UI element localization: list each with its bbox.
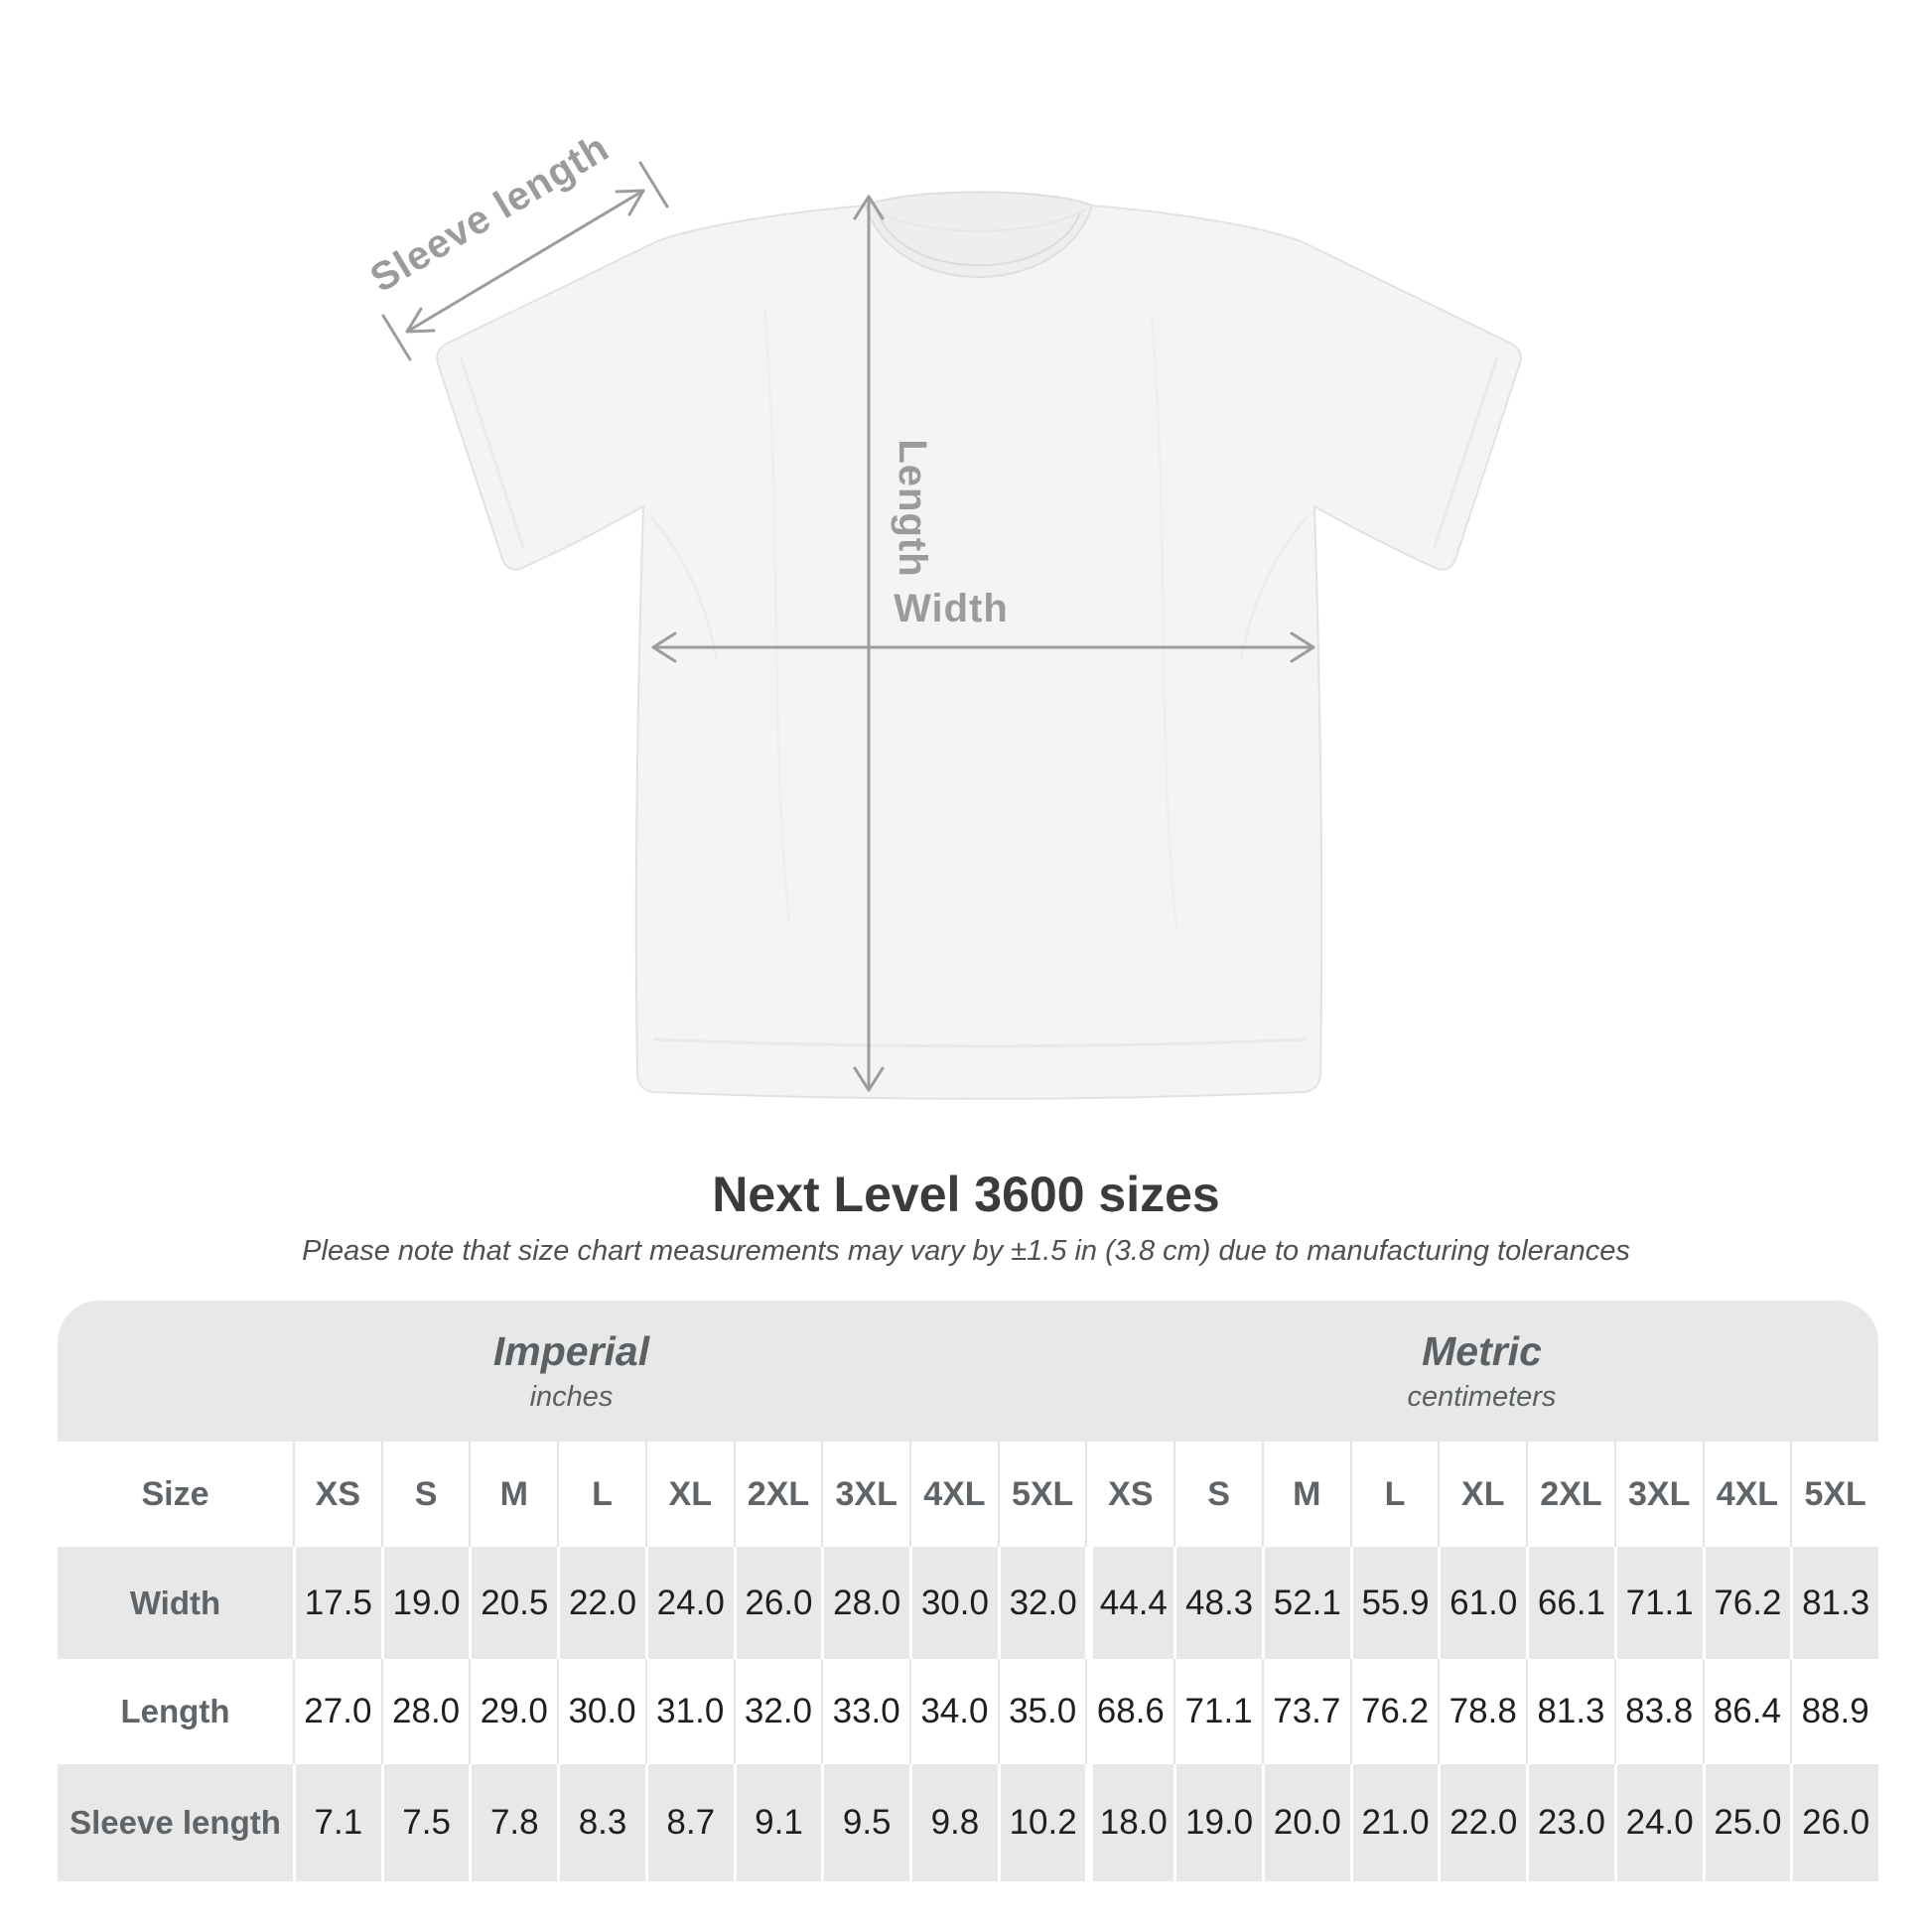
value-cell: 19.0 bbox=[1173, 1764, 1262, 1881]
table-row bbox=[58, 1442, 1878, 1547]
value-cell: 18.0 bbox=[1085, 1764, 1173, 1881]
size-column-header: L bbox=[1350, 1442, 1439, 1547]
table-row bbox=[58, 1547, 1878, 1659]
value-cell: 34.0 bbox=[909, 1659, 998, 1764]
size-column-header: 5XL bbox=[998, 1442, 1086, 1547]
size-table-rows bbox=[58, 1442, 1878, 1881]
value-cell: 30.0 bbox=[557, 1659, 645, 1764]
value-cell: 30.0 bbox=[909, 1547, 998, 1659]
table-row bbox=[58, 1764, 1878, 1881]
value-cell: 24.0 bbox=[1614, 1764, 1703, 1881]
unit-header-imperial bbox=[58, 1301, 1085, 1442]
tshirt-graphic bbox=[437, 193, 1520, 1099]
value-cell: 29.0 bbox=[469, 1659, 557, 1764]
value-cell: 86.4 bbox=[1703, 1659, 1791, 1764]
value-cell: 25.0 bbox=[1703, 1764, 1791, 1881]
size-column-header: 4XL bbox=[909, 1442, 998, 1547]
value-cell: 81.3 bbox=[1526, 1659, 1614, 1764]
value-cell: 35.0 bbox=[998, 1659, 1086, 1764]
value-cell: 22.0 bbox=[557, 1547, 645, 1659]
unit-header-band bbox=[58, 1301, 1878, 1442]
size-column-header: XS bbox=[1085, 1442, 1173, 1547]
size-column-header: M bbox=[1262, 1442, 1350, 1547]
value-cell: 8.3 bbox=[557, 1764, 645, 1881]
value-cell: 76.2 bbox=[1350, 1659, 1439, 1764]
size-column-header: XL bbox=[645, 1442, 734, 1547]
table-row bbox=[58, 1659, 1878, 1764]
value-cell: 26.0 bbox=[1790, 1764, 1878, 1881]
size-column-header: S bbox=[381, 1442, 470, 1547]
row-label: Sleeve length bbox=[69, 1804, 281, 1841]
size-column-header: 2XL bbox=[734, 1442, 822, 1547]
value-cell: 24.0 bbox=[645, 1547, 734, 1659]
size-column-header: S bbox=[1173, 1442, 1262, 1547]
value-cell: 28.0 bbox=[381, 1659, 470, 1764]
value-cell: 52.1 bbox=[1262, 1547, 1350, 1659]
value-cell: 7.8 bbox=[469, 1764, 557, 1881]
page-title: Next Level 3600 sizes bbox=[712, 1167, 1220, 1222]
size-column-header: 3XL bbox=[821, 1442, 909, 1547]
value-cell: 8.7 bbox=[645, 1764, 734, 1881]
width-label: Width bbox=[894, 587, 1009, 630]
row-label: Width bbox=[129, 1584, 221, 1621]
value-cell: 31.0 bbox=[645, 1659, 734, 1764]
value-cell: 17.5 bbox=[293, 1547, 381, 1659]
value-cell: 55.9 bbox=[1350, 1547, 1439, 1659]
value-cell: 9.1 bbox=[734, 1764, 822, 1881]
value-cell: 19.0 bbox=[381, 1547, 470, 1659]
value-cell: 32.0 bbox=[998, 1547, 1086, 1659]
sleeve-length-label: Sleeve length bbox=[362, 125, 617, 302]
value-cell: 21.0 bbox=[1350, 1764, 1439, 1881]
value-cell: 76.2 bbox=[1703, 1547, 1791, 1659]
value-cell: 10.2 bbox=[998, 1764, 1086, 1881]
row-label: Size bbox=[141, 1474, 209, 1513]
value-cell: 20.5 bbox=[469, 1547, 557, 1659]
value-cell: 9.5 bbox=[821, 1764, 909, 1881]
length-label: Length bbox=[891, 439, 934, 578]
size-column-header: L bbox=[557, 1442, 645, 1547]
value-cell: 22.0 bbox=[1438, 1764, 1526, 1881]
value-cell: 78.8 bbox=[1438, 1659, 1526, 1764]
size-column-header: 3XL bbox=[1614, 1442, 1703, 1547]
value-cell: 27.0 bbox=[293, 1659, 381, 1764]
value-cell: 28.0 bbox=[821, 1547, 909, 1659]
value-cell: 48.3 bbox=[1173, 1547, 1262, 1659]
value-cell: 88.9 bbox=[1790, 1659, 1878, 1764]
value-cell: 68.6 bbox=[1085, 1659, 1173, 1764]
value-cell: 20.0 bbox=[1262, 1764, 1350, 1881]
metric-unit: centimeters bbox=[1407, 1381, 1557, 1413]
value-cell: 33.0 bbox=[821, 1659, 909, 1764]
value-cell: 61.0 bbox=[1438, 1547, 1526, 1659]
value-cell: 7.1 bbox=[293, 1764, 381, 1881]
size-column-header: 4XL bbox=[1703, 1442, 1791, 1547]
page-subtitle: Please note that size chart measurements may vary by ±1.5 in (3.8 cm) due to manufacturing tolerances bbox=[302, 1235, 1630, 1267]
value-cell: 71.1 bbox=[1614, 1547, 1703, 1659]
value-cell: 66.1 bbox=[1526, 1547, 1614, 1659]
value-cell: 81.3 bbox=[1790, 1547, 1878, 1659]
size-column-header: M bbox=[469, 1442, 557, 1547]
imperial-unit: inches bbox=[529, 1381, 614, 1413]
size-column-header: 2XL bbox=[1526, 1442, 1614, 1547]
metric-title: Metric bbox=[1422, 1328, 1542, 1374]
value-cell: 7.5 bbox=[381, 1764, 470, 1881]
value-cell: 32.0 bbox=[734, 1659, 822, 1764]
imperial-title: Imperial bbox=[492, 1328, 650, 1374]
value-cell: 9.8 bbox=[909, 1764, 998, 1881]
size-column-header: 5XL bbox=[1790, 1442, 1878, 1547]
size-column-header: XL bbox=[1438, 1442, 1526, 1547]
value-cell: 71.1 bbox=[1173, 1659, 1262, 1764]
row-label: Length bbox=[120, 1693, 230, 1729]
value-cell: 44.4 bbox=[1085, 1547, 1173, 1659]
size-column-header: XS bbox=[293, 1442, 381, 1547]
value-cell: 26.0 bbox=[734, 1547, 822, 1659]
value-cell: 73.7 bbox=[1262, 1659, 1350, 1764]
value-cell: 23.0 bbox=[1526, 1764, 1614, 1881]
value-cell: 83.8 bbox=[1614, 1659, 1703, 1764]
size-table bbox=[58, 1301, 1878, 1881]
unit-header-metric bbox=[1085, 1301, 1878, 1442]
